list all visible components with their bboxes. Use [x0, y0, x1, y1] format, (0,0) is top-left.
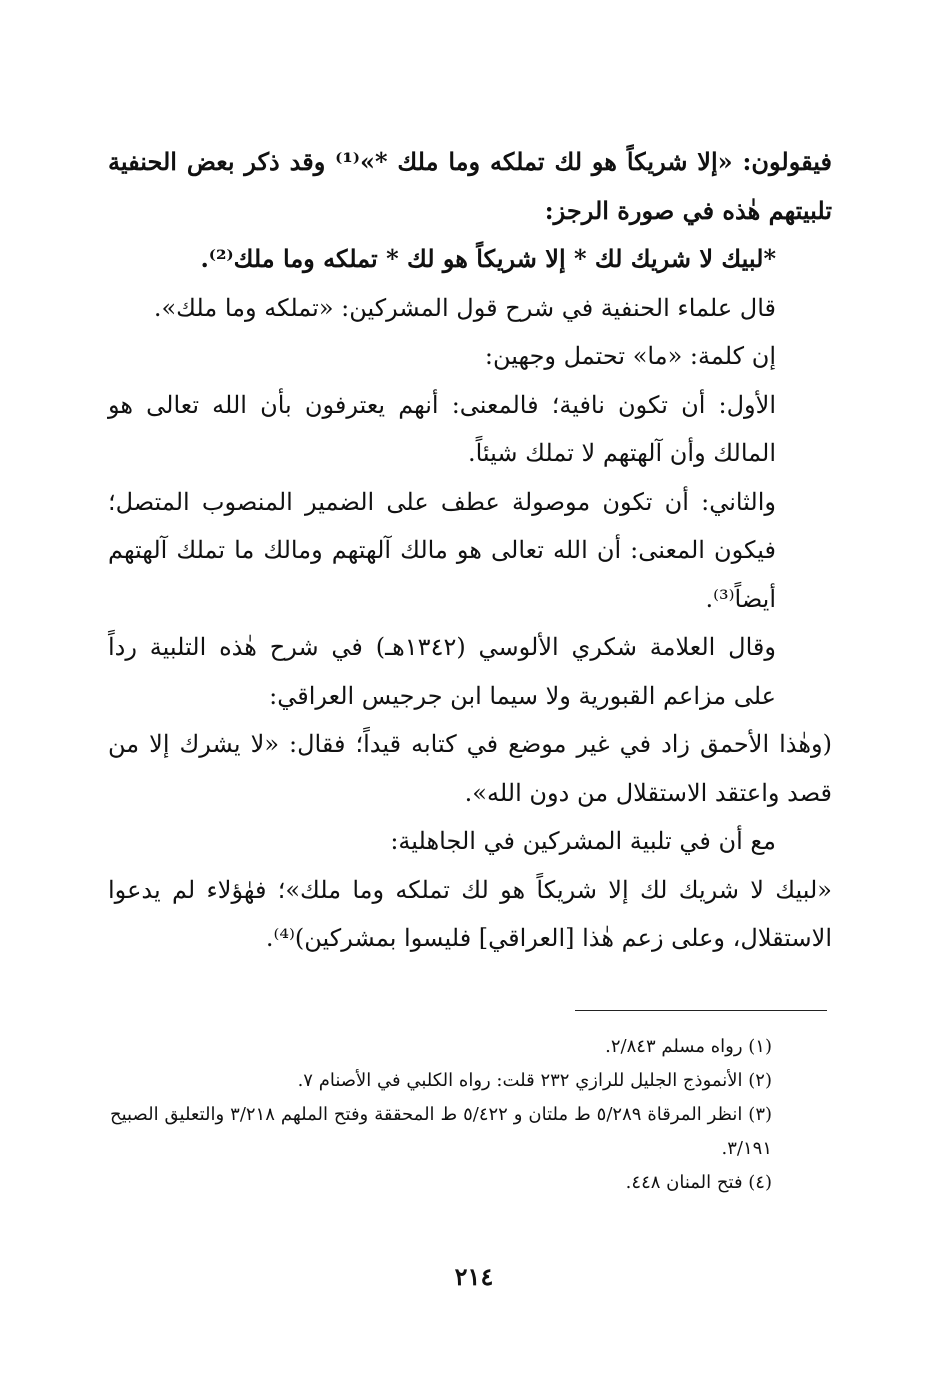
footnote-divider — [575, 1010, 827, 1011]
paragraph-alusi-quote: وقال العلامة شكري الألوسي (١٣٤٢هـ) في شرح هٰذه التلبية رداً على مزاعم القبورية ولا سيما ابن جرجيس العراقي: — [108, 633, 776, 710]
paragraph-intro: فيقولون: «إلا شريكاً هو لك تملكه وما ملك *»⁽¹⁾ وقد ذكر بعض الحنفية تلبيتهم هٰذه في صورة الرجز: — [108, 147, 832, 225]
page-number: ٢١٤ — [454, 1262, 494, 1291]
paragraph-ahmaq: (وهٰذا الأحمق زاد في غير موضع في كتابه قيداً؛ فقال: «لا يشرك إلا من قصد واعتقد الاستقلال من دون الله». — [108, 730, 832, 807]
body-text — [108, 138, 832, 963]
paragraph-word-ma: إن كلمة: «ما» تحتمل وجهين: — [484, 342, 776, 370]
footnote-3: (٣) انظر المرقاة ٥/٢٨٩ ط ملتان و ٥/٤٢٢ ط المحققة وفتح الملهم ٣/٢١٨ والتعليق الصبيح ٣/١٩١. — [110, 1104, 773, 1159]
paragraph-hanafi-scholars: قال علماء الحنفية في شرح قول المشركين: «تملكه وما ملك». — [153, 293, 776, 322]
footnotes — [110, 1030, 832, 1200]
paragraph-jahiliyya-talbiya: مع أن في تلبية المشركين في الجاهلية: — [390, 827, 776, 855]
paragraph-rajaz-verse: *لبيك لا شريك لك * إلا شريكاً هو لك * تملكه وما ملك⁽²⁾. — [200, 244, 776, 273]
paragraph-talbiya-text: «لبيك لا شريك لك إلا شريكاً هو لك تملكه وما ملك»؛ فهٰؤلاء لم يدعوا الاستقلال، وعلى زعم هٰذا [العراقي] فليسوا بمشركين)⁽⁴⁾. — [108, 875, 832, 952]
footnote-4: (٤) فتح المنان ٤٤٨. — [625, 1172, 772, 1193]
footnote-1: (١) رواه مسلم ٢/٨٤٣. — [605, 1036, 772, 1057]
footnote-2: (٢) الأنموذج الجليل للرازي ٢٣٢ قلت: رواه الكلبي في الأصنام ٧. — [297, 1070, 772, 1091]
paragraph-first-meaning: الأول: أن تكون نافية؛ فالمعنى: أنهم يعترفون بأن الله تعالى هو المالك وأن آلهتهم لا تملك شيئاً. — [108, 390, 776, 467]
paragraph-second-meaning: والثاني: أن تكون موصولة عطف على الضمير المنصوب المتصل؛ فيكون المعنى: أن الله تعالى هو مالك آلهتهم ومالك ما تملك آلهتهم أيضاً⁽³⁾. — [108, 487, 776, 613]
